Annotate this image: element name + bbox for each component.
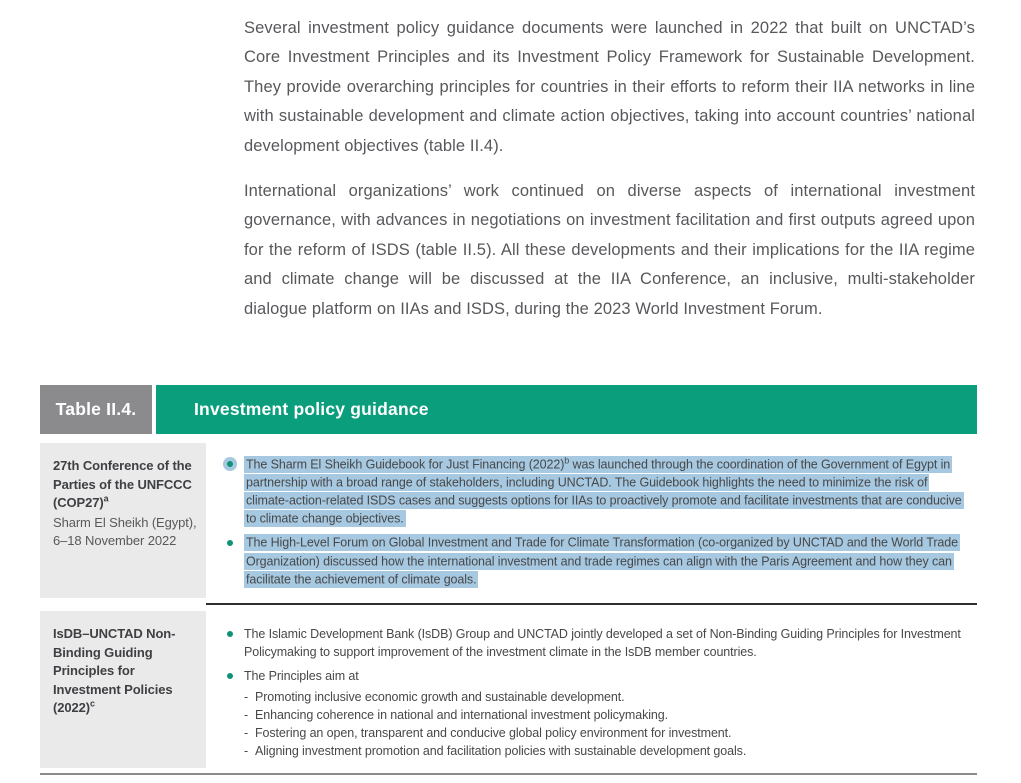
footnote-marker-a: a [103,493,109,504]
bullet-icon [227,673,233,679]
bullet-list [224,455,971,588]
intro-paragraph-2: International organizations’ work continued on diverse aspects of international investment governance, with advances in negotiations on investment facilitation and first outputs agreed upon for the reform of ISDS (table II.5). All these developments and their implications for the IIA regime and climate change will be discussed at the IIA Conference, an inclusive, multi-stakeholder dialogue platform on IIAs and ISDS, during the 2023 World Investment Forum. [244,182,975,318]
dash-marker: - [244,707,249,722]
row-header-title [53,457,198,513]
bullet-text: The Principles aim at [244,669,359,684]
row-header-title-text: IsDB–UNCTAD Non-Binding Guiding Principles for Investment Policies (2022) [53,626,176,715]
list-item [224,667,971,760]
sub-item [244,724,971,742]
intro-paragraph-1: Several investment policy guidance documents were launched in 2022 that built on UNCTAD’s Core Investment Principles and its Investment Policy Framework for Sustainable Development. They provide overarching principles for countries in their efforts to reform their IIA networks in line with sustainable development and climate action objectives, taking into account countries’ national development objectives (table II.4). [244,19,975,155]
sub-item [244,706,971,724]
row-header-title-text: 27th Conference of the Parties of the UNFCCC (COP27) [53,458,192,510]
table-title: Investment policy guidance [156,385,977,434]
intro-section [244,2,975,340]
sub-item-text: Aligning investment promotion and facilitation policies with sustainable development goals. [255,744,747,759]
bullet-text: The Sharm El Sheikh Guidebook for Just Financing (2022) [246,457,565,471]
dash-marker: - [244,744,249,759]
table-row-isdb [40,611,977,768]
sub-item-text: Promoting inclusive economic growth and sustainable development. [255,689,625,704]
list-item [224,455,971,528]
table-row-cop27 [40,443,977,598]
table-label: Table II.4. [40,385,152,434]
highlighted-text [244,456,964,528]
bullet-icon [227,540,233,546]
table-header [40,385,977,434]
row-divider-line [206,603,977,605]
bullet-icon [227,631,233,637]
table-bottom-line [40,773,977,775]
sub-item [244,742,971,760]
highlighted-text: The High-Level Forum on Global Investment and Trade for Climate Transformation (co-organized by UNCTAD and the World Trade Organization) discussed how the international investment and trade regimes can align with the Paris Agreement and how they can facilitate the achievement of climate goals. [246,535,958,587]
bullet-list [224,625,971,760]
table-body [40,443,977,775]
bullet-icon [227,461,233,467]
row-header-subtitle: Sharm El Sheikh (Egypt), 6–18 November 2022 [53,514,197,548]
dash-marker: - [244,689,249,704]
sub-item-text: Enhancing coherence in national and international investment policymaking. [255,707,669,722]
bullet-text: was launched through the coordination of the Government of Egypt in partnership with a broad range of stakeholders, including UNCTAD. The Guidebook highlights the need to minimize the risk of climate-action-related ISDS cases and suggests options for IIAs to proactively promote and facilitate investments that are conducive to climate change objectives. [246,457,962,526]
row-content-cop27 [206,443,977,598]
list-item [224,625,971,661]
footnote-marker-b: b [564,454,570,465]
sub-item-list [244,688,971,761]
footnote-marker-c: c [89,698,95,709]
sub-item-text: Fostering an open, transparent and conducive global policy environment for investment. [255,726,732,741]
list-item [224,534,971,589]
row-header-title [53,625,198,718]
dash-marker: - [244,726,249,741]
row-header-cop27 [40,443,206,598]
table-ii4 [40,385,977,775]
row-header-isdb [40,611,206,768]
sub-item [244,688,971,706]
bullet-text: The Islamic Development Bank (IsDB) Group and UNCTAD jointly developed a set of Non-Binding Guiding Principles for Investment Policymaking to support improvement of the investment climate in the IsDB member countries. [244,627,961,660]
row-content-isdb [206,611,977,768]
